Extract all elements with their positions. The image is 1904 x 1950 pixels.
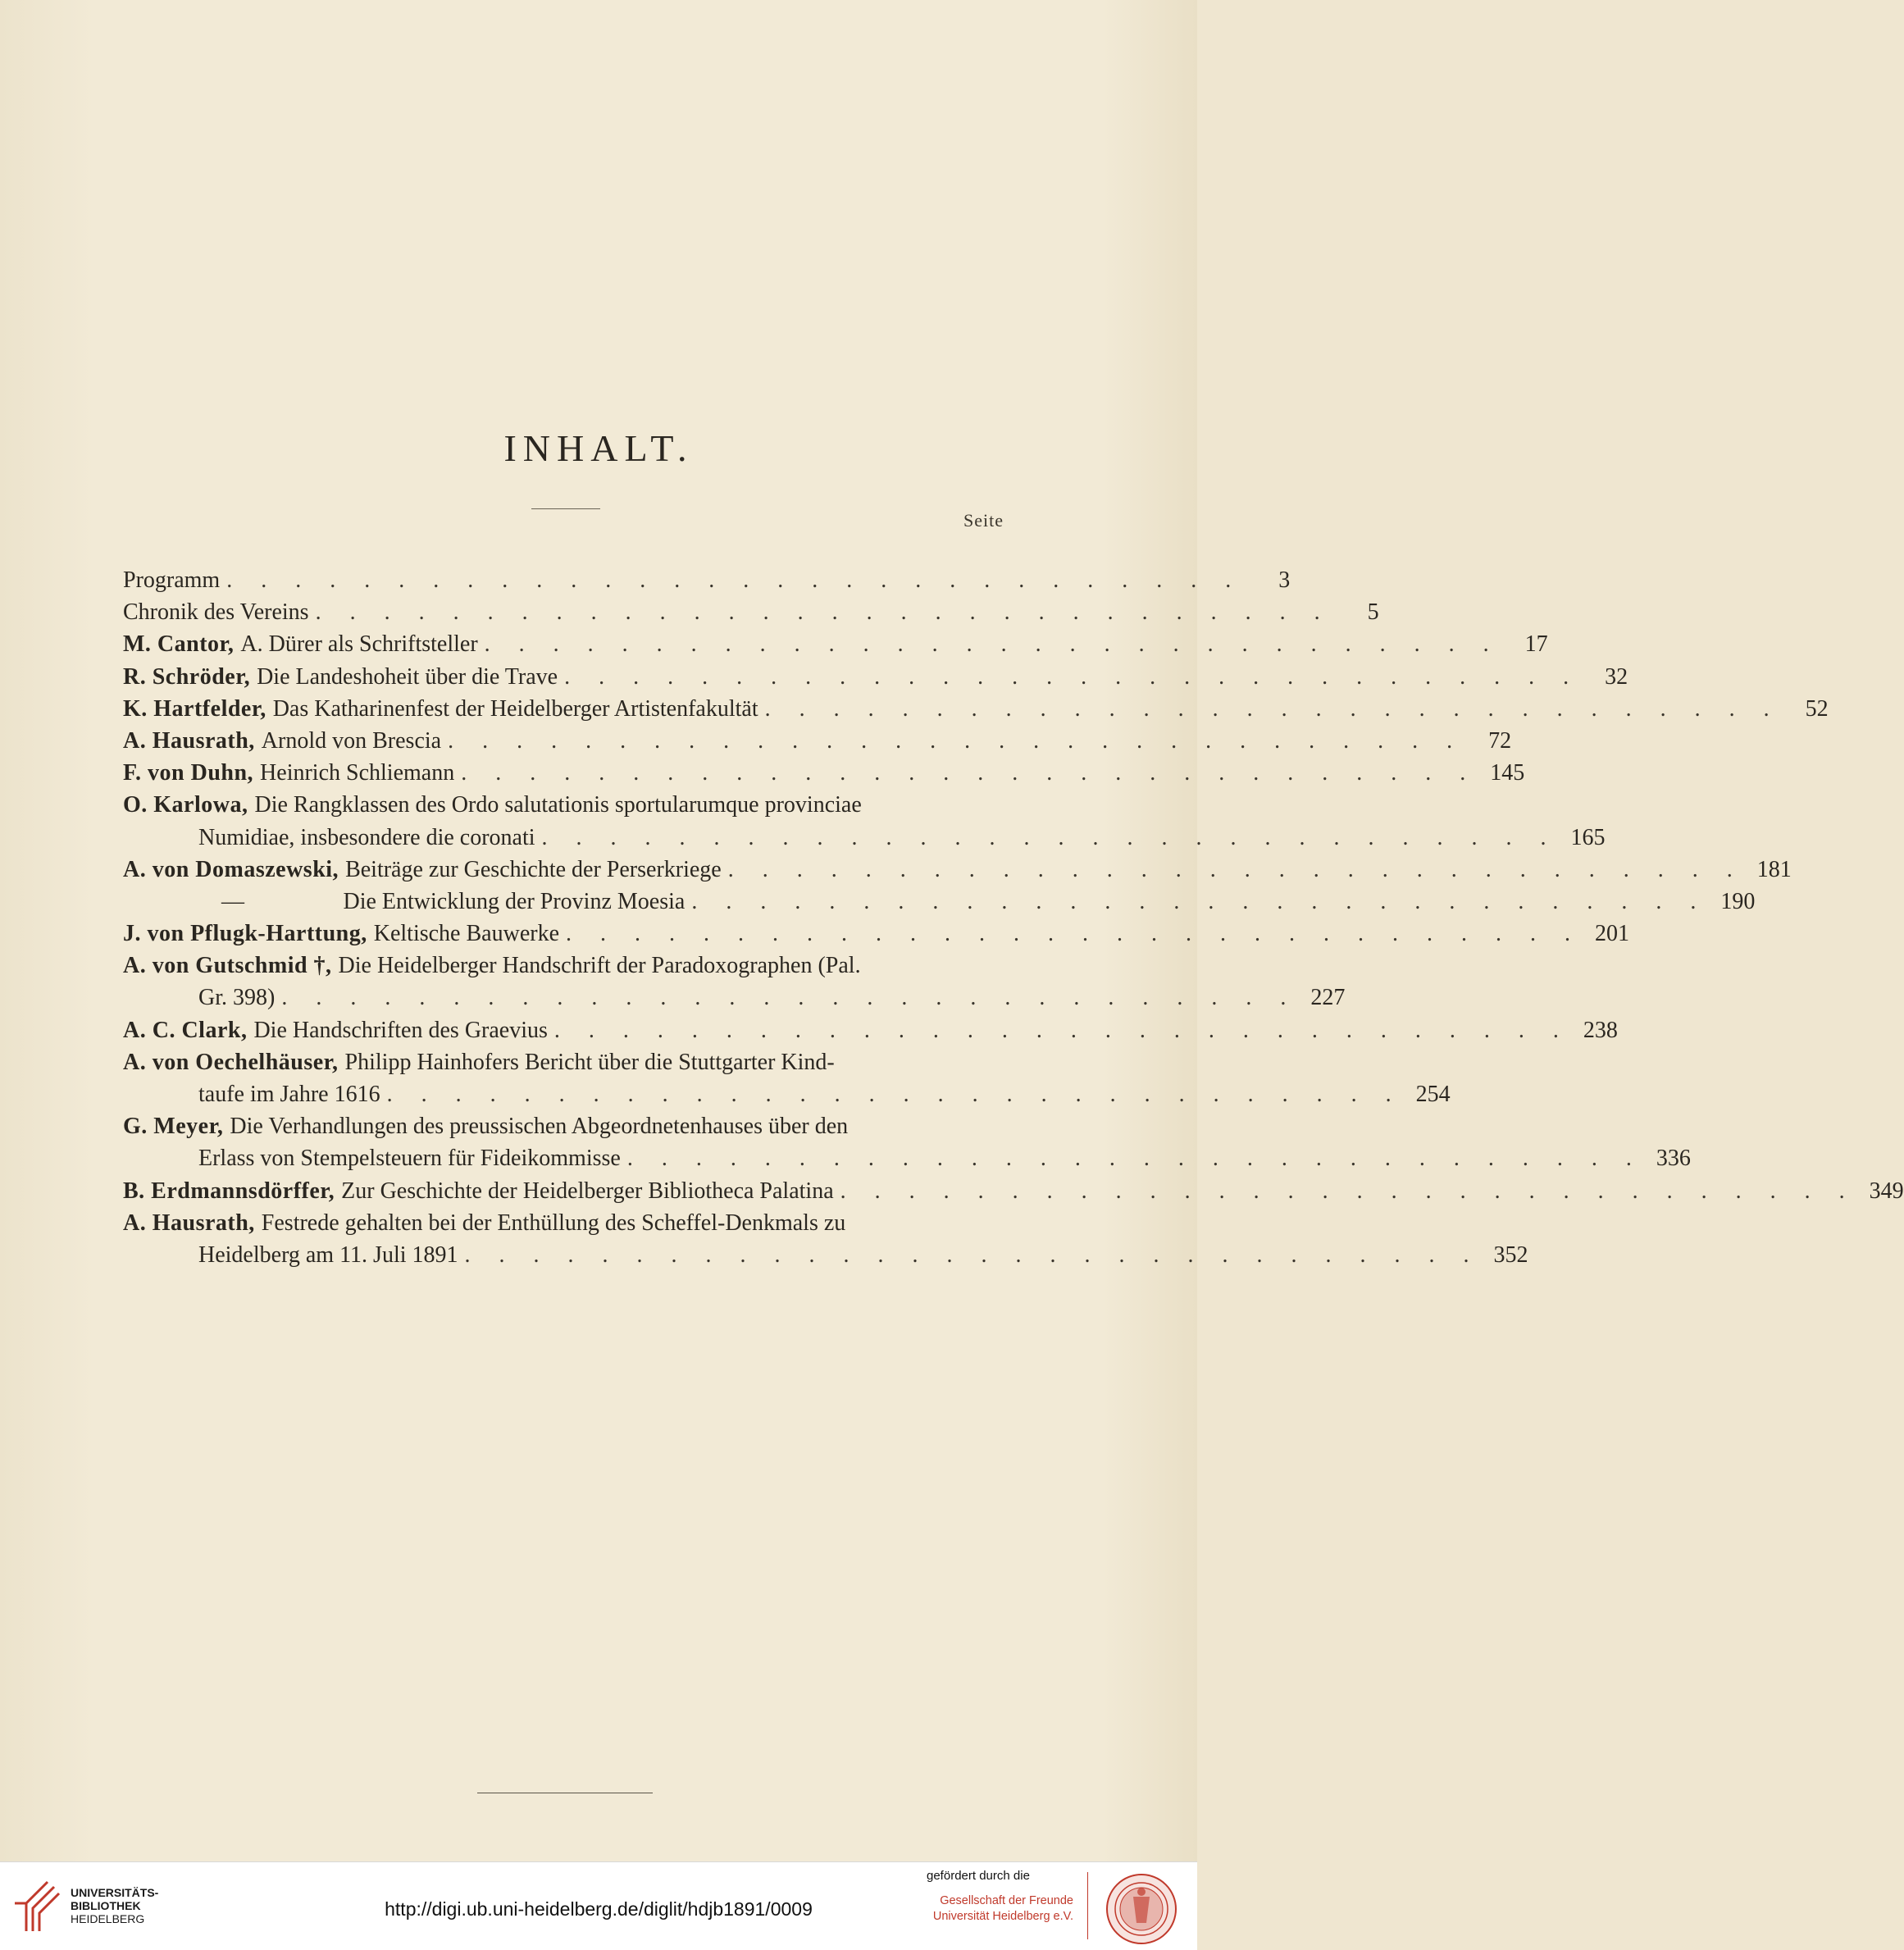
toc-entry-leader: . . . . . . . . . . . . . . . . . . . . . . . . . . . . . . — [840, 1178, 1856, 1204]
toc-entry — [123, 596, 1379, 628]
toc-entry-title: Heinrich Schliemann — [260, 760, 455, 786]
toc-entry — [123, 854, 1792, 886]
toc-entry-continuation-text: Heidelberg am 11. Juli 1891 — [198, 1242, 458, 1268]
toc-entry-title: Arnold von Brescia — [261, 727, 442, 754]
university-seal-icon — [1102, 1872, 1181, 1946]
page-title: INHALT. — [503, 427, 694, 469]
toc-entry — [123, 1046, 1005, 1078]
toc-entry-leader: . . . . . . . . . . . . . . . . . . . . . . . . . . . . . . — [764, 695, 1781, 722]
toc-entry-page: 72 — [1488, 727, 1512, 754]
sponsor-label: gefördert durch die — [927, 1869, 1030, 1883]
toc-entry-leader: . . . . . . . . . . . . . . . . . . . . . . . . . . . . . . — [484, 631, 1501, 658]
toc-entry-page: 52 — [1805, 695, 1829, 722]
toc-entry-leader: . . . . . . . . . . . . . . . . . . . . . . . . . . . . . . — [564, 663, 1581, 690]
toc-entry-continuation — [123, 982, 1346, 1014]
toc-entry-leader: . . . . . . . . . . . . . . . . . . . . . . . . . . . . . . — [626, 1146, 1643, 1172]
toc-entry-title: Beiträge zur Geschichte der Perserkriege — [345, 856, 722, 882]
toc-entry — [123, 725, 1512, 757]
toc-entry-leader: . . . . . . . . . . . . . . . . . . . . . . . . . . . . . . — [461, 760, 1478, 786]
table-of-contents — [123, 564, 1904, 1271]
toc-entry-continuation — [123, 1142, 1691, 1174]
toc-entry-title: Die Entwicklung der Provinz Moesia — [343, 888, 686, 914]
page-column-header: Seite — [963, 510, 1004, 531]
toc-entry-title: Die Rangklassen des Ordo salutationis sportularumque provinciae — [254, 792, 862, 818]
toc-entry-title: Die Handschriften des Graevius — [253, 1017, 548, 1043]
sponsor-name-line2: Universität Heidelberg e.V. — [932, 1910, 1073, 1923]
toc-entry-author: A. Hausrath, — [123, 727, 255, 754]
sponsor-name[interactable] — [932, 1893, 1073, 1925]
toc-entry-author: O. Karlowa, — [123, 792, 248, 818]
toc-entry-leader: . . . . . . . . . . . . . . . . . . . . . . . . . . . . . . — [464, 1242, 1481, 1268]
toc-entry-title: Das Katharinenfest der Heidelberger Artistenfakultät — [272, 695, 758, 722]
toc-entry-leader: . . . . . . . . . . . . . . . . . . . . . . . . . . . . . . — [727, 856, 1744, 882]
toc-entry-continuation — [123, 1078, 1451, 1110]
toc-entry-page: 238 — [1583, 1017, 1618, 1043]
toc-entry-page: 5 — [1367, 599, 1379, 626]
toc-entry-author: A. C. Clark, — [123, 1017, 248, 1043]
toc-entry-title: A. Dürer als Schriftsteller — [240, 631, 478, 658]
toc-entry-author: A. von Domaszewski, — [123, 856, 339, 882]
toc-entry-page: 165 — [1570, 824, 1606, 850]
toc-entry — [123, 1175, 1904, 1207]
toc-entry-continuation-text: Erlass von Stempelsteuern für Fideikommisse — [198, 1146, 621, 1172]
library-name-line3: HEIDELBERG — [71, 1912, 145, 1925]
toc-entry-continuation-text: taufe im Jahre 1616 — [198, 1082, 380, 1107]
toc-entry-title: Die Verhandlungen des preussischen Abgeordnetenhauses über den — [230, 1114, 849, 1140]
toc-entry-continuation-text: Gr. 398) — [198, 985, 276, 1011]
sponsor-divider — [1087, 1872, 1088, 1939]
toc-entry-author: F. von Duhn, — [123, 760, 254, 786]
library-name-line1: UNIVERSITÄTS- — [71, 1886, 159, 1899]
toc-entry — [123, 693, 1829, 725]
toc-entry-title: Chronik des Vereins — [123, 599, 309, 626]
toc-entry-title: Die Landeshoheit über die Trave — [257, 663, 558, 690]
toc-entry-page: 17 — [1524, 631, 1548, 658]
toc-entry — [123, 661, 1628, 693]
title-divider — [531, 508, 600, 509]
toc-entry — [123, 564, 1291, 596]
toc-entry-page: 181 — [1756, 856, 1792, 882]
toc-entry-title: Keltische Bauwerke — [373, 921, 559, 947]
toc-entry-continuation — [123, 822, 1606, 854]
toc-entry — [123, 1014, 1618, 1046]
toc-entry-author: B. Erdmannsdörffer, — [123, 1178, 335, 1204]
toc-entry — [123, 918, 1629, 950]
toc-entry-title: Die Heidelberger Handschrift der Paradoxographen (Pal. — [338, 953, 861, 979]
sponsor-name-line1: Gesellschaft der Freunde — [940, 1894, 1073, 1907]
toc-entry-leader: . . . . . . . . . . . . . . . . . . . . . . . . . . . . . . — [541, 824, 1558, 850]
toc-entry-leader: . . . . . . . . . . . . . . . . . . . . . . . . . . . . . . — [691, 888, 1708, 914]
toc-entry-title: Festrede gehalten bei der Enthüllung des Scheffel-Denkmals zu — [261, 1210, 846, 1236]
toc-entry-author: K. Hartfelder, — [123, 695, 266, 722]
toc-entry-page: 254 — [1415, 1082, 1451, 1107]
toc-entry-author: A. Hausrath, — [123, 1210, 255, 1236]
toc-entry-continuation — [123, 1239, 1528, 1271]
toc-entry-page: 32 — [1605, 663, 1628, 690]
viewer-footer — [0, 1861, 1197, 1950]
toc-entry — [123, 886, 1756, 918]
toc-entry-leader: . . . . . . . . . . . . . . . . . . . . . . . . . . . . . . — [226, 567, 1243, 593]
toc-entry-title: Zur Geschichte der Heidelberger Bibliotheca Palatina — [341, 1178, 834, 1204]
toc-entry-leader: . . . . . . . . . . . . . . . . . . . . . . . . . . . . . . — [448, 727, 1464, 754]
toc-entry-author: A. von Gutschmid †, — [123, 953, 332, 979]
toc-entry-author: A. von Oechelhäuser, — [123, 1049, 339, 1075]
toc-entry-title: Philipp Hainhofers Bericht über die Stuttgarter Kind- — [344, 1049, 835, 1075]
toc-entry-author: M. Cantor, — [123, 631, 235, 658]
toc-entry — [123, 757, 1525, 789]
toc-entry — [123, 628, 1548, 660]
toc-entry-page: 349 — [1869, 1178, 1904, 1204]
permalink-url[interactable]: http://digi.ub.uni-heidelberg.de/diglit/hdjb1891/0009 — [385, 1898, 813, 1920]
toc-entry — [123, 1207, 1005, 1239]
toc-entry-page: 336 — [1656, 1146, 1691, 1172]
toc-entry — [123, 950, 1005, 982]
toc-entry-continuation-text: Numidiae, insbesondere die coronati — [198, 824, 535, 850]
toc-entry-leader: . . . . . . . . . . . . . . . . . . . . . . . . . . . . . . — [553, 1017, 1570, 1043]
toc-entry — [123, 1110, 1005, 1142]
toc-entry-page: 201 — [1595, 921, 1629, 947]
toc-entry-author: J. von Pflugk-Harttung, — [123, 921, 367, 947]
toc-entry-author: — — [221, 888, 245, 914]
library-name-line2: BIBLIOTHEK — [71, 1899, 141, 1912]
toc-entry-page: 227 — [1310, 985, 1346, 1011]
toc-entry-author: G. Meyer, — [123, 1114, 224, 1140]
toc-entry-leader: . . . . . . . . . . . . . . . . . . . . . . . . . . . . . . — [386, 1082, 1403, 1107]
toc-entry-page: 145 — [1490, 760, 1525, 786]
toc-entry-leader: . . . . . . . . . . . . . . . . . . . . . . . . . . . . . . — [566, 921, 1582, 947]
toc-entry — [123, 789, 1005, 821]
toc-entry-title: Programm — [123, 567, 221, 593]
toc-entry-leader: . . . . . . . . . . . . . . . . . . . . . . . . . . . . . . — [281, 985, 1298, 1011]
toc-entry-author: R. Schröder, — [123, 663, 251, 690]
toc-entry-leader: . . . . . . . . . . . . . . . . . . . . . . . . . . . . . . — [315, 599, 1332, 626]
toc-entry-page: 3 — [1278, 567, 1291, 593]
toc-entry-page: 352 — [1493, 1242, 1528, 1268]
toc-entry-page: 190 — [1720, 888, 1756, 914]
